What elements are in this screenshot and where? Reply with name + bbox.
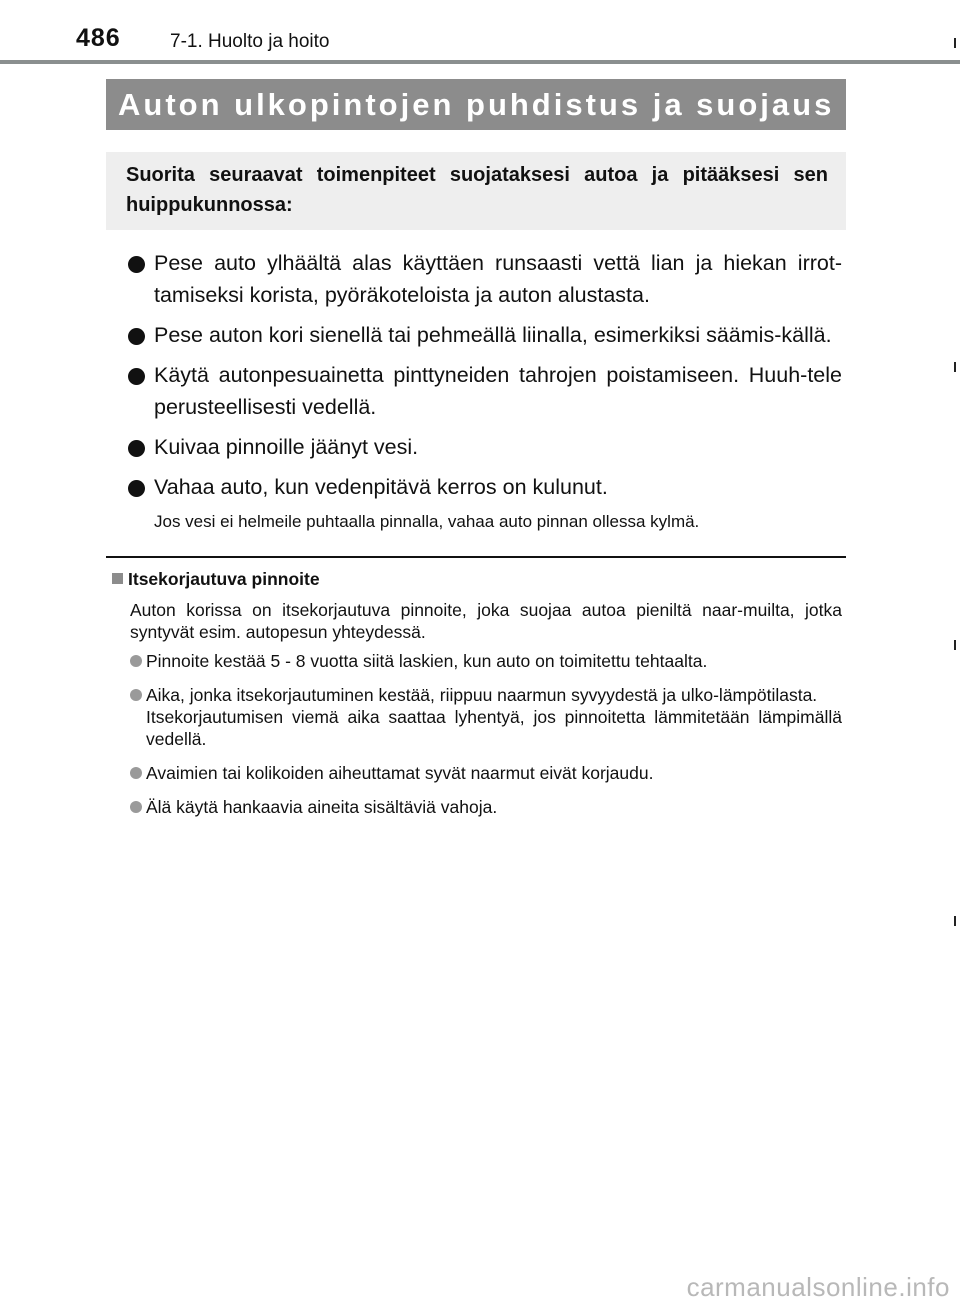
wax-note: Jos vesi ei helmeile puhtaalla pinnalla, vahaa auto pinnan ollessa kylmä. bbox=[154, 512, 700, 531]
page-number: 486 bbox=[76, 24, 121, 52]
list-item-text: Kuivaa pinnoille jäänyt vesi. bbox=[154, 435, 419, 459]
sub-list-item bbox=[130, 762, 842, 784]
list-item bbox=[126, 247, 842, 311]
edge-tick-mark bbox=[954, 38, 956, 48]
main-list bbox=[126, 247, 842, 511]
subsection-list bbox=[130, 650, 842, 830]
watermark: carmanualsonline.info bbox=[686, 1272, 950, 1302]
edge-tick-mark bbox=[954, 640, 956, 650]
section-divider bbox=[106, 556, 846, 558]
intro-text: Suorita seuraavat toimenpiteet suojataksesi autoa ja pitääksesi sen huippukunnossa: bbox=[126, 164, 828, 216]
list-item bbox=[126, 471, 842, 503]
list-item bbox=[126, 319, 842, 351]
subsection-intro: Auton korissa on itsekorjautuva pinnoite, joka suojaa autoa pieniltä naar-muilta, jotka syntyvät esim. autopesun yhteydessä. bbox=[130, 600, 842, 642]
subsection-heading-text: Itsekorjautuva pinnoite bbox=[128, 569, 320, 589]
list-item bbox=[126, 359, 842, 423]
bullet-icon bbox=[128, 328, 145, 345]
list-item-text: Pese auto ylhäältä alas käyttäen runsaasti vettä lian ja hiekan irrot-tamiseksi korista, pyöräkoteloista ja auton alustasta. bbox=[154, 251, 842, 307]
sub-list-item bbox=[130, 796, 842, 818]
header-rule bbox=[0, 60, 960, 64]
sub-list-item-extra-text: Itsekorjautumisen viemä aika saattaa lyhentyä, jos pinnoitetta lämmitetään lämpimällä vedellä. bbox=[146, 707, 842, 749]
edge-tick-mark bbox=[954, 916, 956, 926]
dot-bullet-icon bbox=[130, 767, 142, 779]
dot-bullet-icon bbox=[130, 689, 142, 701]
bullet-icon bbox=[128, 440, 145, 457]
dot-bullet-icon bbox=[130, 655, 142, 667]
section-title: Auton ulkopintojen puhdistus ja suojaus bbox=[118, 87, 835, 122]
intro-box bbox=[106, 152, 846, 230]
list-item bbox=[126, 431, 842, 463]
bullet-icon bbox=[128, 256, 145, 273]
bullet-icon bbox=[128, 480, 145, 497]
list-item-text: Pese auton kori sienellä tai pehmeällä liinalla, esimerkiksi säämis-källä. bbox=[154, 323, 832, 347]
section-title-bar bbox=[106, 79, 846, 130]
sub-list-item-text: Aika, jonka itsekorjautuminen kestää, riippuu naarmun syvyydestä ja ulko-lämpötilasta. bbox=[146, 685, 818, 705]
edge-tick-mark bbox=[954, 362, 956, 372]
square-bullet-icon bbox=[112, 573, 123, 584]
sub-list-item bbox=[130, 684, 842, 750]
sub-list-item-text: Pinnoite kestää 5 - 8 vuotta siitä laskien, kun auto on toimitettu tehtaalta. bbox=[146, 651, 708, 671]
list-item-text: Käytä autonpesuainetta pinttyneiden tahrojen poistamiseen. Huuh-tele perusteellisesti vedellä. bbox=[154, 363, 842, 419]
bullet-icon bbox=[128, 368, 145, 385]
section-reference: 7-1. Huolto ja hoito bbox=[170, 31, 330, 52]
sub-list-item-text: Älä käytä hankaavia aineita sisältäviä vahoja. bbox=[146, 797, 498, 817]
dot-bullet-icon bbox=[130, 801, 142, 813]
sub-list-item-text: Avaimien tai kolikoiden aiheuttamat syvät naarmut eivät korjaudu. bbox=[146, 763, 654, 783]
list-item-text: Vahaa auto, kun vedenpitävä kerros on kulunut. bbox=[154, 475, 608, 499]
subsection-heading bbox=[112, 569, 320, 590]
sub-list-item bbox=[130, 650, 842, 672]
